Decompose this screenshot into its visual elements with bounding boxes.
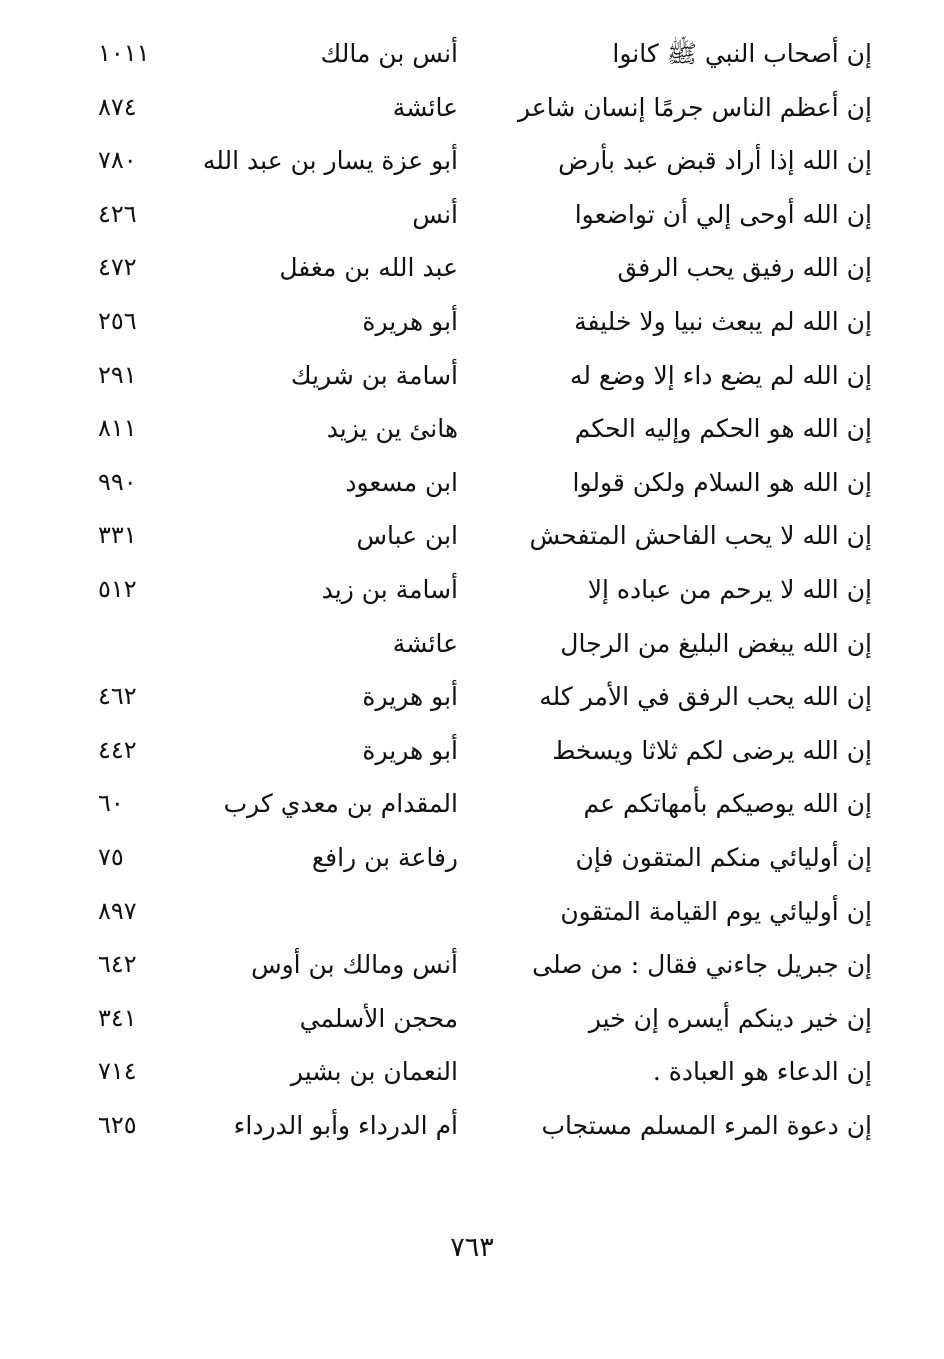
hadith-text: إن الله لا يحب الفاحش المتفحش bbox=[529, 521, 872, 551]
page-reference: ٤٦٢ bbox=[98, 682, 137, 711]
narrator-name: أبو عزة يسار بن عبد الله bbox=[202, 146, 458, 176]
narrator-name: أم الدرداء وأبو الدرداء bbox=[233, 1110, 458, 1140]
hadith-text: إن الله يوصيكم بأمهاتكم عم bbox=[583, 789, 872, 819]
page-reference: ٩٩٠ bbox=[98, 467, 137, 496]
table-row bbox=[0, 617, 944, 671]
table-row bbox=[0, 241, 944, 295]
hadith-text: إن خير دينكم أيسره إن خير bbox=[588, 1003, 872, 1033]
table-row bbox=[0, 724, 944, 778]
narrator-name: النعمان بن بشير bbox=[290, 1057, 458, 1087]
hadith-text: إن الله لم يضع داء إلا وضع له bbox=[569, 360, 872, 390]
table-row bbox=[0, 349, 944, 403]
hadith-text: إن الله هو الحكم وإليه الحكم bbox=[574, 414, 872, 444]
page-reference: ١٠١١ bbox=[98, 39, 150, 67]
narrator-name bbox=[178, 885, 458, 939]
table-row bbox=[0, 1045, 944, 1099]
narrator-name: ابن عباس bbox=[356, 521, 458, 551]
table-row bbox=[0, 831, 944, 885]
narrator-name: أنس ومالك بن أوس bbox=[251, 950, 458, 980]
page-reference: ٦٢٥ bbox=[98, 1110, 137, 1139]
table-row bbox=[0, 992, 944, 1046]
hadith-text: إن أصحاب النبي ﷺ كانوا bbox=[612, 39, 872, 68]
narrator-name: أبو هريرة bbox=[362, 682, 458, 712]
narrator-name: المقدام بن معدي كرب bbox=[223, 789, 458, 819]
hadith-text: إن الله أوحى إلي أن تواضعوا bbox=[574, 199, 872, 229]
hadith-text: إن الدعاء هو العبادة . bbox=[652, 1057, 872, 1087]
narrator-name: هانئ ين يزيد bbox=[326, 414, 458, 444]
table-row bbox=[0, 456, 944, 510]
page-reference: ٤٢٦ bbox=[98, 199, 137, 228]
page-reference: ٢٩١ bbox=[98, 360, 137, 389]
table-row bbox=[0, 295, 944, 349]
page-reference: ٧٨٠ bbox=[98, 146, 137, 175]
hadith-text: إن الله إذا أراد قبض عبد بأرض bbox=[558, 146, 872, 176]
table-row bbox=[0, 402, 944, 456]
hadith-text: إن دعوة المرء المسلم مستجاب bbox=[541, 1110, 872, 1140]
hadith-text: إن الله يبغض البليغ من الرجال bbox=[560, 628, 872, 658]
table-row bbox=[0, 777, 944, 831]
page-reference: ٦٤٢ bbox=[98, 950, 137, 979]
narrator-name: عائشة bbox=[392, 92, 458, 122]
narrator-name: عائشة bbox=[392, 628, 458, 658]
narrator-name: أبو هريرة bbox=[362, 306, 458, 336]
table-row bbox=[0, 938, 944, 992]
page-reference: ٤٤٢ bbox=[98, 735, 137, 764]
narrator-name: رفاعة بن رافع bbox=[311, 842, 458, 872]
hadith-text: إن الله يرضى لكم ثلاثا ويسخط bbox=[552, 735, 872, 765]
page-reference: ٨٧٤ bbox=[98, 92, 137, 121]
page-reference: ٧٥ bbox=[98, 842, 124, 871]
page-reference: ٦٠ bbox=[98, 789, 124, 818]
table-row bbox=[0, 81, 944, 135]
page-reference: ٧١٤ bbox=[98, 1057, 137, 1086]
narrator-name: أسامة بن شريك bbox=[291, 360, 458, 390]
hadith-text: إن الله هو السلام ولكن قولوا bbox=[572, 467, 872, 497]
table-row bbox=[0, 670, 944, 724]
hadith-text: إن أوليائي يوم القيامة المتقون bbox=[560, 896, 872, 926]
hadith-text: إن أوليائي منكم المتقون فإن bbox=[575, 842, 872, 872]
page-reference: ٨١١ bbox=[98, 414, 137, 443]
hadith-text: إن الله لم يبعث نبيا ولا خليفة bbox=[574, 306, 872, 336]
page-reference: ٣٣١ bbox=[98, 521, 137, 550]
narrator-name: أنس بن مالك bbox=[320, 39, 458, 68]
hadith-text: إن الله لا يرحم من عباده إلا bbox=[587, 574, 872, 604]
table-row bbox=[0, 134, 944, 188]
table-row bbox=[0, 885, 944, 939]
narrator-name: أبو هريرة bbox=[362, 735, 458, 765]
narrator-name: عبد الله بن مغفل bbox=[279, 253, 458, 283]
page-reference: ٣٤١ bbox=[98, 1003, 137, 1032]
page-reference: ٢٥٦ bbox=[98, 306, 137, 335]
table-row bbox=[0, 188, 944, 242]
hadith-text: إن الله رفيق يحب الرفق bbox=[617, 253, 872, 283]
narrator-name: أنس bbox=[412, 199, 458, 229]
table-row bbox=[0, 27, 944, 81]
hadith-text: إن أعظم الناس جرمًا إنسان شاعر bbox=[517, 92, 872, 122]
narrator-name: محجن الأسلمي bbox=[299, 1003, 458, 1033]
narrator-name: أسامة بن زيد bbox=[321, 574, 458, 604]
narrator-name: ابن مسعود bbox=[345, 467, 458, 497]
page-reference: ٥١٢ bbox=[98, 574, 137, 603]
page-reference: ٤٧٢ bbox=[98, 253, 137, 282]
page-reference: ٨٩٧ bbox=[98, 896, 137, 925]
page-reference bbox=[98, 617, 188, 671]
table-row bbox=[0, 509, 944, 563]
table-row bbox=[0, 563, 944, 617]
hadith-index-table bbox=[0, 27, 944, 1152]
table-row bbox=[0, 1099, 944, 1153]
hadith-text: إن الله يحب الرفق في الأمر كله bbox=[539, 682, 872, 712]
page-number: ٧٦٣ bbox=[450, 1232, 494, 1263]
hadith-text: إن جبريل جاءني فقال : من صلى bbox=[532, 950, 872, 980]
